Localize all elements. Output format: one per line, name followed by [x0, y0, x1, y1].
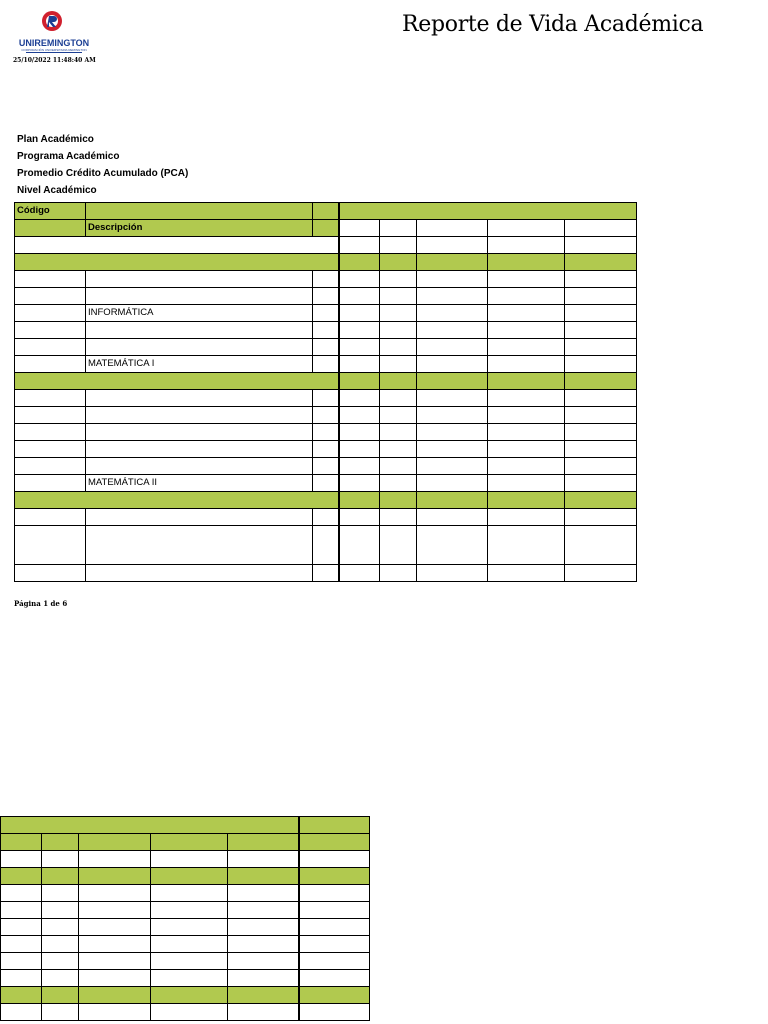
table-cell [417, 254, 488, 271]
table-cell [339, 407, 380, 424]
table-cell [228, 868, 299, 885]
table-cell [565, 322, 637, 339]
table-cell [313, 339, 339, 356]
table-row [15, 220, 637, 237]
table-cell [565, 390, 637, 407]
table-cell [488, 237, 565, 254]
table-cell [339, 288, 380, 305]
plan-academico-label: Plan Académico [17, 134, 94, 145]
table-cell [380, 407, 417, 424]
table-cell [565, 254, 637, 271]
course-description-cell: INFORMÁTICA [86, 305, 313, 322]
course-code-cell [15, 424, 86, 441]
table-cell [228, 1004, 299, 1021]
table-cell [1, 834, 42, 851]
table-cell [42, 919, 79, 936]
table-cell [299, 987, 370, 1004]
table-cell [565, 356, 637, 373]
table-cell [299, 868, 370, 885]
table-cell [380, 271, 417, 288]
table-cell [1, 987, 42, 1004]
table-cell [417, 509, 488, 526]
course-code-cell [15, 305, 86, 322]
table-cell [228, 834, 299, 851]
table-cell [228, 970, 299, 987]
table-cell [339, 237, 380, 254]
table-cell [299, 970, 370, 987]
table-row [15, 373, 637, 390]
table-cell [339, 271, 380, 288]
table-cell [313, 407, 339, 424]
table-row [15, 390, 637, 407]
table-cell [417, 322, 488, 339]
course-description-cell [86, 424, 313, 441]
table-cell [151, 970, 228, 987]
table-cell [417, 407, 488, 424]
table-cell [42, 970, 79, 987]
table-row [1, 851, 370, 868]
table-cell [151, 851, 228, 868]
course-code-cell [15, 390, 86, 407]
table-cell [380, 373, 417, 390]
table-cell [151, 953, 228, 970]
table-row [15, 203, 637, 220]
course-code-cell [15, 565, 86, 582]
table-row [15, 565, 637, 582]
table-cell [339, 373, 380, 390]
table-cell [228, 987, 299, 1004]
table-cell [488, 271, 565, 288]
table-cell [565, 526, 637, 565]
table-cell [380, 305, 417, 322]
table-cell [417, 441, 488, 458]
course-code-cell [15, 526, 86, 565]
course-description-cell [86, 441, 313, 458]
course-code-cell [15, 475, 86, 492]
table-cell [380, 356, 417, 373]
course-code-cell [15, 407, 86, 424]
table-cell [417, 220, 488, 237]
table-cell [417, 373, 488, 390]
table-row [1, 885, 370, 902]
table-cell [339, 565, 380, 582]
table-cell [565, 565, 637, 582]
table-cell [1, 902, 42, 919]
table-cell [299, 817, 370, 834]
table-cell [1, 868, 42, 885]
table-cell [299, 851, 370, 868]
table-cell [488, 458, 565, 475]
table-cell [313, 390, 339, 407]
table-cell [299, 936, 370, 953]
course-description-cell [86, 565, 313, 582]
section-header-cell [15, 373, 339, 390]
table-cell [380, 526, 417, 565]
table-cell [228, 885, 299, 902]
course-code-cell [15, 288, 86, 305]
table-cell [339, 254, 380, 271]
table-cell [417, 492, 488, 509]
table-cell [565, 441, 637, 458]
table-row [15, 458, 637, 475]
page-number: Página 1 de 6 [14, 599, 68, 608]
table-cell [299, 953, 370, 970]
academic-info-labels [17, 131, 188, 199]
table-row [1, 868, 370, 885]
table-cell [380, 441, 417, 458]
table-row [15, 475, 637, 492]
table-cell [1, 885, 42, 902]
table-cell [42, 834, 79, 851]
table-cell [488, 509, 565, 526]
table-cell [488, 339, 565, 356]
table-cell [151, 936, 228, 953]
table-row [15, 237, 637, 254]
table-cell [380, 458, 417, 475]
table-cell [488, 565, 565, 582]
table-cell [313, 565, 339, 582]
table-cell [313, 509, 339, 526]
table-cell [417, 288, 488, 305]
table-cell [417, 356, 488, 373]
table-cell [299, 885, 370, 902]
descripcion-header: Descripción [86, 220, 313, 237]
table-cell [313, 220, 339, 237]
table-cell [339, 356, 380, 373]
table-row [1, 919, 370, 936]
table-cell [488, 441, 565, 458]
table-cell [42, 987, 79, 1004]
table-cell [565, 492, 637, 509]
table-row [1, 970, 370, 987]
table-cell [417, 475, 488, 492]
nivel-academico-label: Nivel Académico [17, 185, 97, 196]
table-cell [417, 339, 488, 356]
table-cell [417, 424, 488, 441]
table-cell [228, 902, 299, 919]
table-cell [488, 254, 565, 271]
table-cell [488, 356, 565, 373]
table-cell [228, 953, 299, 970]
table-cell [488, 526, 565, 565]
course-code-cell [15, 509, 86, 526]
course-description-cell [86, 509, 313, 526]
table-cell [15, 237, 339, 254]
course-description-cell [86, 390, 313, 407]
table-cell [339, 390, 380, 407]
report-timestamp: 25/10/2022 11:48:40 AM [13, 57, 96, 64]
table-cell [299, 902, 370, 919]
table-cell [339, 322, 380, 339]
table-cell [313, 288, 339, 305]
table-cell [488, 305, 565, 322]
table-cell [339, 475, 380, 492]
table-cell [42, 902, 79, 919]
programa-academico-label: Programa Académico [17, 151, 120, 162]
table-cell [380, 322, 417, 339]
section-header-cell [15, 492, 339, 509]
table-cell [228, 851, 299, 868]
table-row [15, 254, 637, 271]
table-cell [339, 441, 380, 458]
table-cell [488, 288, 565, 305]
table-cell [417, 237, 488, 254]
table-cell [488, 475, 565, 492]
course-description-cell: MATEMÁTICA I [86, 356, 313, 373]
table-cell [79, 953, 151, 970]
table-cell [380, 288, 417, 305]
table-cell [565, 271, 637, 288]
table-cell [417, 565, 488, 582]
table-cell [339, 305, 380, 322]
table-cell [79, 970, 151, 987]
table-cell [380, 565, 417, 582]
course-code-cell [15, 356, 86, 373]
table-cell [79, 919, 151, 936]
table-cell [42, 936, 79, 953]
table-row [1, 902, 370, 919]
table-row [1, 834, 370, 851]
table-cell [313, 475, 339, 492]
course-description-cell [86, 271, 313, 288]
table-cell [339, 203, 637, 220]
table-row [1, 1004, 370, 1021]
table-row [15, 526, 637, 565]
table-cell [380, 237, 417, 254]
table-cell [339, 509, 380, 526]
table-cell [42, 868, 79, 885]
table-row [15, 305, 637, 322]
table-cell [380, 254, 417, 271]
table-cell [228, 936, 299, 953]
table-cell [565, 237, 637, 254]
table-cell [380, 475, 417, 492]
table-cell [1, 970, 42, 987]
table-cell [339, 424, 380, 441]
table-cell [488, 220, 565, 237]
table-cell [151, 834, 228, 851]
table-cell [417, 526, 488, 565]
table-cell [417, 458, 488, 475]
table-cell [565, 373, 637, 390]
table-cell [380, 390, 417, 407]
table-cell [339, 220, 380, 237]
course-code-cell [15, 322, 86, 339]
continuation-table [0, 816, 370, 1021]
table-cell [565, 475, 637, 492]
course-description-cell [86, 458, 313, 475]
table-cell [79, 902, 151, 919]
table-row [15, 492, 637, 509]
course-description-cell [86, 526, 313, 565]
table-cell [15, 220, 86, 237]
report-title: Reporte de Vida Académica [402, 12, 704, 37]
table-cell [313, 441, 339, 458]
section-header-cell [15, 254, 339, 271]
table-cell [151, 1004, 228, 1021]
table-cell [151, 987, 228, 1004]
course-description-cell [86, 322, 313, 339]
table-cell [565, 220, 637, 237]
table-row [1, 936, 370, 953]
pca-label: Promedio Crédito Acumulado (PCA) [17, 168, 189, 179]
table-cell [488, 373, 565, 390]
table-row [15, 356, 637, 373]
course-description-cell: MATEMÁTICA II [86, 475, 313, 492]
table-cell [86, 203, 313, 220]
academic-record-table [14, 202, 637, 582]
table-cell [79, 834, 151, 851]
table-cell [79, 1004, 151, 1021]
course-code-cell [15, 271, 86, 288]
table-cell [42, 851, 79, 868]
table-cell [1, 953, 42, 970]
table-cell [417, 390, 488, 407]
table-cell [79, 885, 151, 902]
table-cell [1, 851, 42, 868]
table-cell [488, 407, 565, 424]
table-cell [299, 1004, 370, 1021]
table-cell [1, 919, 42, 936]
table-row [15, 424, 637, 441]
table-cell [488, 390, 565, 407]
course-code-cell [15, 339, 86, 356]
table-cell [313, 356, 339, 373]
codigo-header: Código [15, 203, 86, 220]
table-cell [488, 492, 565, 509]
table-cell [79, 868, 151, 885]
table-cell [313, 322, 339, 339]
table-cell [79, 936, 151, 953]
table-row [1, 817, 370, 834]
table-cell [339, 492, 380, 509]
table-cell [1, 936, 42, 953]
table-cell [313, 526, 339, 565]
table-row [15, 407, 637, 424]
course-description-cell [86, 339, 313, 356]
table-row [15, 271, 637, 288]
table-cell [565, 305, 637, 322]
course-code-cell [15, 458, 86, 475]
table-cell [79, 987, 151, 1004]
section-header-cell [1, 817, 299, 834]
table-cell [339, 339, 380, 356]
table-cell [42, 885, 79, 902]
table-cell [417, 305, 488, 322]
table-cell [565, 407, 637, 424]
table-cell [151, 885, 228, 902]
table-cell [488, 322, 565, 339]
table-cell [79, 851, 151, 868]
table-row [15, 339, 637, 356]
table-cell [313, 458, 339, 475]
table-cell [151, 919, 228, 936]
table-cell [151, 868, 228, 885]
table-cell [1, 1004, 42, 1021]
table-cell [380, 339, 417, 356]
table-row [1, 953, 370, 970]
table-cell [228, 919, 299, 936]
table-cell [565, 509, 637, 526]
table-cell [339, 458, 380, 475]
svg-text:CORPORACIÓN UNIVERSITARIA REMI: CORPORACIÓN UNIVERSITARIA REMINGTON [21, 48, 87, 52]
table-cell [488, 424, 565, 441]
table-cell [151, 902, 228, 919]
table-row [15, 509, 637, 526]
table-cell [565, 339, 637, 356]
table-cell [313, 203, 339, 220]
table-row [15, 288, 637, 305]
table-cell [380, 424, 417, 441]
course-code-cell [15, 441, 86, 458]
table-cell [299, 834, 370, 851]
table-cell [380, 492, 417, 509]
course-description-cell [86, 288, 313, 305]
table-cell [313, 424, 339, 441]
table-cell [42, 1004, 79, 1021]
table-cell [565, 458, 637, 475]
table-cell [313, 271, 339, 288]
table-row [15, 441, 637, 458]
table-cell [417, 271, 488, 288]
uniremington-logo [12, 10, 96, 56]
course-description-cell [86, 407, 313, 424]
table-cell [42, 953, 79, 970]
table-cell [299, 919, 370, 936]
table-row [1, 987, 370, 1004]
table-cell [339, 526, 380, 565]
table-cell [565, 424, 637, 441]
svg-text:UNIREMINGTON: UNIREMINGTON [18, 38, 90, 48]
table-cell [380, 509, 417, 526]
table-cell [565, 288, 637, 305]
table-row [15, 322, 637, 339]
table-cell [380, 220, 417, 237]
table-cell [313, 305, 339, 322]
